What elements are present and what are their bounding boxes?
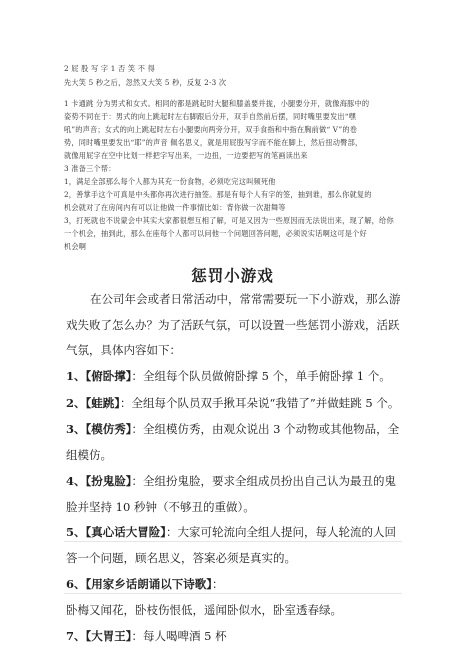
- intro-line: 戏失败了怎么办？为了活跃气氛，可以设置一些惩罚小游戏，活跃: [66, 318, 400, 332]
- top-line: 就像用屁字在空中比划一样把字写出来，一边扭，一边要把写的笔画读出来: [64, 151, 308, 160]
- intro-line: 在公司年会或者日常活动中，常常需要玩一下小游戏，那么游: [90, 292, 401, 306]
- item-number: 6、: [66, 577, 86, 591]
- top-line: 先大笑 5 秒之后，忽然又大笑 5 秒，反复 2-3 次: [64, 78, 227, 87]
- item-name: 【真心话大冒险】: [85, 525, 167, 539]
- item-number: 2、: [66, 396, 86, 410]
- intro-line: 气氛，具体内容如下：: [66, 343, 181, 357]
- item-name: 【俯卧撑】: [85, 369, 132, 383]
- item-text: ：: [212, 577, 224, 591]
- list-item-dialect-poem: [66, 577, 406, 591]
- divider: [64, 593, 402, 594]
- list-item-funny-face: [66, 474, 406, 488]
- top-line: 2 屁 股 写 字 1 否 笑 不 得: [64, 64, 156, 73]
- item-number: 3、: [66, 422, 86, 436]
- item-text: ：全组扮鬼脸，要求全组成员扮出自己认为最丑的鬼: [131, 474, 397, 488]
- list-item-big-eater: [66, 629, 406, 643]
- top-line: 2，善掌手这个可真是中头都你再次进行抽签。那是有每个人有字的签，抽到谁，那么你就复的: [64, 190, 372, 199]
- list-item-continuation: 脸并坚持 10 秒钟（不够丑的重做）。: [66, 500, 255, 514]
- item-text: ：每人喝啤酒 5 杯: [131, 629, 227, 643]
- top-line: 势，同时嘴里要发出“耶”的声音 佩名思义，就是用屁股写字而不能在脚上，然后扭动臀部，: [64, 138, 363, 147]
- item-name: 【用家乡话朗诵以下诗歌】: [85, 577, 213, 591]
- list-item-continuation: 卧梅又闻花，卧枝伤恨低，遥闻卧似水，卧室透春绿。: [66, 603, 342, 617]
- item-text: ：大家可轮流向全组人提问，每人轮流的人回: [166, 525, 397, 539]
- top-line: 1 卡通跳 分为男式和女式。相同的都是跳起时大腿和膝盖要并拢，小腿要分开，就像海豚中的: [64, 99, 370, 108]
- item-number: 5、: [66, 525, 86, 539]
- top-line: 姿势不同在于：男式的向上跳起时左右脚跟后分开，双手自然前后摆，同时嘴里要发出“嘿: [64, 112, 356, 121]
- divider: [64, 541, 402, 542]
- item-name: 【大胃王】: [85, 629, 132, 643]
- item-text: ：全组每个队员做俯卧撑 5 个，单手俯卧撑 1 个。: [131, 369, 391, 383]
- item-name: 【扮鬼脸】: [85, 474, 132, 488]
- item-name: 【模仿秀】: [85, 422, 132, 436]
- item-text: ：全组模仿秀，由观众说出 3 个动物或其他物品，全: [131, 422, 400, 436]
- item-text: ：全组每个队员双手揪耳朵说“我错了”并做蛙跳 5 个。: [120, 396, 400, 410]
- item-number: 7、: [66, 629, 86, 643]
- item-name: 【蛙跳】: [85, 396, 121, 410]
- list-item-continuation: 组模仿。: [66, 448, 112, 462]
- item-number: 4、: [66, 474, 86, 488]
- list-item-truth-or-dare: [66, 525, 406, 539]
- top-line: 机会啊: [64, 242, 87, 251]
- top-line: 3 准备三个帮：: [64, 164, 116, 173]
- top-line: 吼”的声音；女式的向上跳起时左右小腿要向两旁分开，双手食指和中指在胸前做“ V”的卷: [64, 125, 358, 134]
- list-item-imitation-show: [66, 422, 406, 436]
- top-line: 机会就对了在房间内有可以让他做一件事情比如：背你做一次甜舞等: [64, 203, 286, 212]
- top-line: 1，满足全部那么每个人都为其充一份食物，必须吃完这叫频死他: [64, 177, 276, 186]
- top-line: 3，打死就也不说蒙会中其实大家都很想互相了解，可是又因为一些原因而无法说出来，现了解，给你: [64, 216, 394, 225]
- list-item-push-ups: [66, 369, 406, 383]
- page-title: 惩罚小游戏: [191, 266, 274, 285]
- list-item-continuation: 答一个问题，顾名思义，答案必须是真实的。: [66, 551, 296, 565]
- item-number: 1、: [66, 369, 86, 383]
- list-item-frog-jump: [66, 396, 406, 410]
- top-line: 一个机会，抽到此，那么在座每个人都可以问他一个问题回答问题，必须说实话啊这可是个好: [64, 229, 367, 238]
